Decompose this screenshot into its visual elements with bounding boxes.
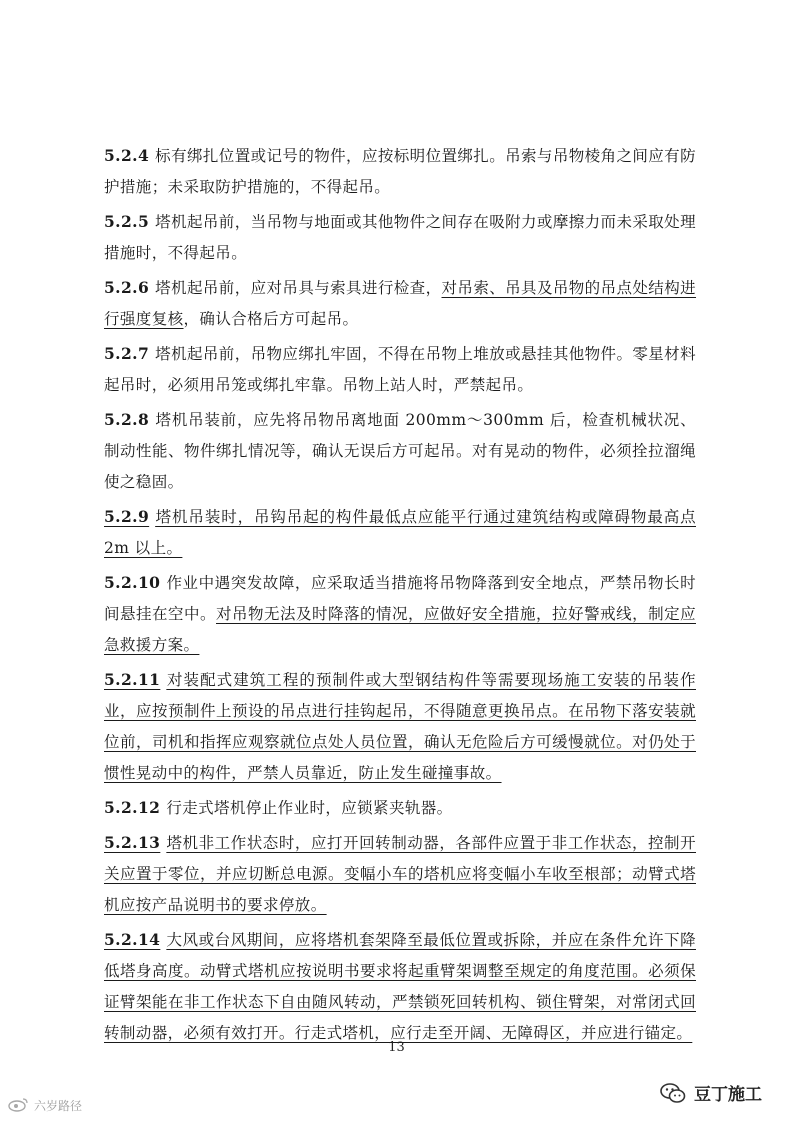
- brand-logo: [660, 1080, 762, 1105]
- clause-text: 标有绑扎位置或记号的物件，应按标明位置绑扎。吊索与吊物棱角之间应有防护措施；未采取防护措施的，不得起吊。: [104, 147, 696, 196]
- clause-number: 5.2.14: [104, 930, 161, 949]
- clause-paragraph: [104, 924, 696, 1049]
- source-watermark: [8, 1096, 82, 1115]
- clause-paragraph: [104, 272, 696, 335]
- clause-text: 作业中遇突发故障，应采取适当措施将吊物降落到安全地点，严禁吊物长时间悬挂在空中。: [104, 574, 696, 623]
- clause-text: ，确认合格后方可起吊。: [183, 310, 359, 328]
- clause-text-underlined: 大风或台风期间，应将塔机套架降至最低位置或拆除，并应在条件允许下降低塔身高度。动臂式塔机应按说明书要求将起重臂架调整至规定的角度范围。必须保证臂架能在非工作状态下自由随风转动，严禁锁死回转机构、锁住臂架，对常闭式回转制动器，必须有效打开。行走式塔机，应行走至开阔、无障碍区，并应进行锚定。: [104, 931, 696, 1042]
- clause-paragraph: [104, 792, 696, 824]
- clause-number: 5.2.9: [104, 507, 150, 526]
- clause-text: 塔机起吊前，应对吊具与索具进行检查，: [155, 279, 442, 297]
- clause-paragraph: [104, 664, 696, 789]
- clause-paragraph: [104, 140, 696, 203]
- clause-number: 5.2.10: [104, 573, 161, 592]
- clause-number: 5.2.6: [104, 278, 150, 297]
- clause-paragraph: [104, 501, 696, 564]
- clause-number: 5.2.8: [104, 410, 150, 429]
- clause-text-underlined: 对装配式建筑工程的预制件或大型钢结构件等需要现场施工安装的吊装作业，应按预制件上预设的吊点进行挂钩起吊，不得随意更换吊点。在吊物下落安装就位前，司机和指挥应观察就位点处人员位置，确认无危险后方可缓慢就位。对仍处于惯性晃动中的构件，严禁人员靠近，防止发生碰撞事故。: [104, 671, 696, 782]
- clause-number: 5.2.11: [104, 670, 161, 689]
- source-text: 六岁路径: [34, 1099, 83, 1113]
- clause-number: 5.2.7: [104, 344, 150, 363]
- clause-paragraph: [104, 404, 696, 498]
- clause-paragraph: [104, 827, 696, 921]
- wechat-icon: [660, 1082, 686, 1104]
- clause-number: 5.2.12: [104, 798, 161, 817]
- clause-paragraph: [104, 567, 696, 661]
- clause-list: [104, 140, 696, 1052]
- brand-name: 豆丁施工: [694, 1085, 762, 1105]
- clause-number: 5.2.13: [104, 833, 161, 852]
- clause-text-underlined: 对吊索、吊具及吊物的吊点处结构进行强度复核: [104, 279, 697, 328]
- weibo-icon: [8, 1096, 30, 1115]
- clause-text-underlined: 塔机吊装时，吊钩吊起的构件最低点应能平行通过建筑结构或障碍物最高点 2m 以上。: [104, 508, 696, 557]
- clause-number: 5.2.5: [104, 212, 150, 231]
- clause-paragraph: [104, 338, 696, 401]
- clause-text-underlined: 塔机非工作状态时，应打开回转制动器，各部件应置于非工作状态，控制开关应置于零位，并应切断总电源。变幅小车的塔机应将变幅小车收至根部；动臂式塔机应按产品说明书的要求停放。: [104, 834, 696, 914]
- clause-text: 行走式塔机停止作业时，应锁紧夹轨器。: [166, 799, 453, 817]
- clause-text-underlined: 对吊物无法及时降落的情况，应做好安全措施，拉好警戒线，制定应急救援方案。: [104, 605, 696, 654]
- clause-number: 5.2.4: [104, 146, 150, 165]
- clause-text: 塔机吊装前，应先将吊物吊离地面 200mm～300mm 后，检查机械状况、制动性能、物件绑扎情况等，确认无误后方可起吊。对有晃动的物件，必须拴拉溜绳使之稳固。: [104, 411, 696, 491]
- clause-text: 塔机起吊前，吊物应绑扎牢固，不得在吊物上堆放或悬挂其他物件。零星材料起吊时，必须用吊笼或绑扎牢靠。吊物上站人时，严禁起吊。: [104, 345, 696, 394]
- page-number: 13: [388, 1040, 405, 1055]
- clause-text: 塔机起吊前，当吊物与地面或其他物件之间存在吸附力或摩擦力而未采取处理措施时，不得起吊。: [104, 213, 696, 262]
- clause-paragraph: [104, 206, 696, 269]
